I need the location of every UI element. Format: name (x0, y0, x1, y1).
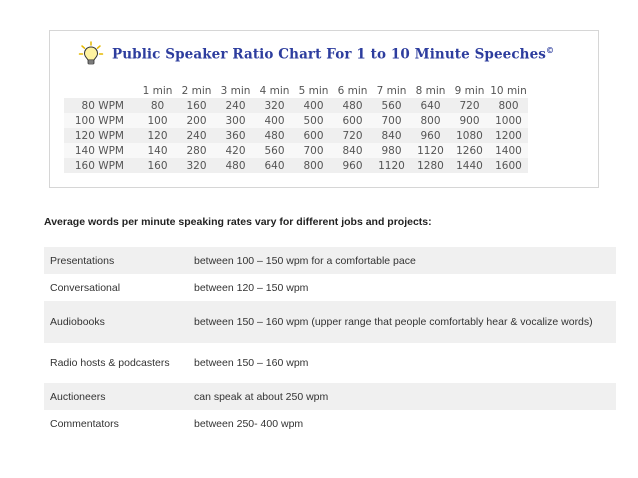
wpm-label: 160 WPM (64, 158, 138, 173)
word-count: 160 (138, 158, 177, 173)
word-count: 700 (372, 113, 411, 128)
minute-header: 7 min (372, 83, 411, 98)
word-count: 800 (489, 98, 528, 113)
wpm-row (64, 143, 528, 158)
minute-header: 10 min (490, 84, 527, 97)
word-count: 400 (294, 98, 333, 113)
word-count: 80 (138, 98, 177, 113)
lightbulb-icon (78, 41, 104, 67)
job-label: Presentations (44, 247, 188, 274)
word-count: 960 (333, 158, 372, 173)
word-count: 420 (216, 143, 255, 158)
minute-header: 6 min (333, 83, 372, 98)
rate-row (44, 383, 616, 410)
word-count: 700 (294, 143, 333, 158)
word-count: 480 (216, 158, 255, 173)
word-count: 300 (216, 113, 255, 128)
minute-header: 3 min (216, 83, 255, 98)
word-count: 800 (294, 158, 333, 173)
rate-value: can speak at about 250 wpm (188, 383, 616, 410)
word-count: 1400 (489, 143, 528, 158)
minute-header: 2 min (177, 83, 216, 98)
word-count: 160 (177, 98, 216, 113)
word-count: 480 (255, 128, 294, 143)
rate-row (44, 343, 616, 383)
rate-value: between 150 – 160 wpm (194, 357, 309, 369)
rate-value: between 150 – 160 wpm (upper range that people comfortably hear & vocalize words) (188, 301, 616, 343)
word-count: 240 (216, 98, 255, 113)
rate-value: between 100 – 150 wpm for a comfortable pace (188, 247, 616, 274)
minute-header: 5 min (294, 83, 333, 98)
rate-row (44, 410, 616, 437)
ratio-table (64, 83, 528, 173)
word-count: 800 (411, 113, 450, 128)
speaking-rates-table (44, 247, 616, 437)
rates-intro-text: Average words per minute speaking rates vary for different jobs and projects: (44, 216, 432, 228)
word-count: 240 (177, 128, 216, 143)
job-label: Radio hosts & podcasters (50, 357, 170, 369)
word-count: 840 (372, 128, 411, 143)
rate-row (44, 274, 616, 301)
rate-value: between 120 – 150 wpm (194, 281, 309, 294)
word-count: 320 (177, 158, 216, 173)
word-count: 280 (177, 143, 216, 158)
wpm-row (64, 113, 528, 128)
ratio-header-row (64, 83, 528, 98)
word-count: 560 (372, 98, 411, 113)
minute-header: 4 min (255, 83, 294, 98)
word-count: 720 (450, 98, 489, 113)
word-count: 640 (411, 98, 450, 113)
rate-value: between 250- 400 wpm (194, 417, 304, 430)
word-count: 360 (216, 128, 255, 143)
word-count: 480 (333, 98, 372, 113)
word-count: 840 (333, 143, 372, 158)
minute-header: 9 min (450, 83, 489, 98)
word-count: 1280 (411, 158, 450, 173)
word-count: 1120 (372, 158, 411, 173)
word-count: 600 (294, 128, 333, 143)
wpm-row (64, 98, 528, 113)
word-count: 960 (411, 128, 450, 143)
minute-header: 8 min (411, 83, 450, 98)
word-count: 1600 (489, 158, 528, 173)
word-count: 320 (255, 98, 294, 113)
word-count: 1080 (450, 128, 489, 143)
word-count: 1120 (411, 143, 450, 158)
job-label: Commentators (50, 417, 119, 430)
word-count: 900 (450, 113, 489, 128)
word-count: 120 (138, 128, 177, 143)
wpm-label: 140 WPM (64, 143, 138, 158)
word-count: 400 (255, 113, 294, 128)
chart-title: Public Speaker Ratio Chart For 1 to 10 Minute Speeches© (112, 45, 555, 63)
word-count: 1200 (489, 128, 528, 143)
rate-row (44, 247, 616, 274)
word-count: 980 (372, 143, 411, 158)
wpm-row (64, 128, 528, 143)
word-count: 720 (333, 128, 372, 143)
word-count: 1000 (489, 113, 528, 128)
word-count: 640 (255, 158, 294, 173)
speaker-ratio-chart (49, 30, 599, 188)
job-label: Audiobooks (44, 301, 188, 343)
copyright-mark: © (545, 45, 555, 56)
chart-header (78, 41, 554, 67)
word-count: 100 (138, 113, 177, 128)
word-count: 1440 (450, 158, 489, 173)
wpm-label: 120 WPM (64, 128, 138, 143)
word-count: 560 (255, 143, 294, 158)
wpm-label: 100 WPM (64, 113, 138, 128)
word-count: 140 (138, 143, 177, 158)
wpm-label: 80 WPM (64, 98, 138, 113)
word-count: 1260 (450, 143, 489, 158)
rate-row (44, 301, 616, 343)
word-count: 600 (333, 113, 372, 128)
job-label: Conversational (50, 281, 121, 294)
ratio-corner-cell (64, 83, 138, 98)
wpm-row (64, 158, 528, 173)
word-count: 500 (294, 113, 333, 128)
word-count: 200 (177, 113, 216, 128)
job-label: Auctioneers (44, 383, 188, 410)
minute-header: 1 min (138, 83, 177, 98)
